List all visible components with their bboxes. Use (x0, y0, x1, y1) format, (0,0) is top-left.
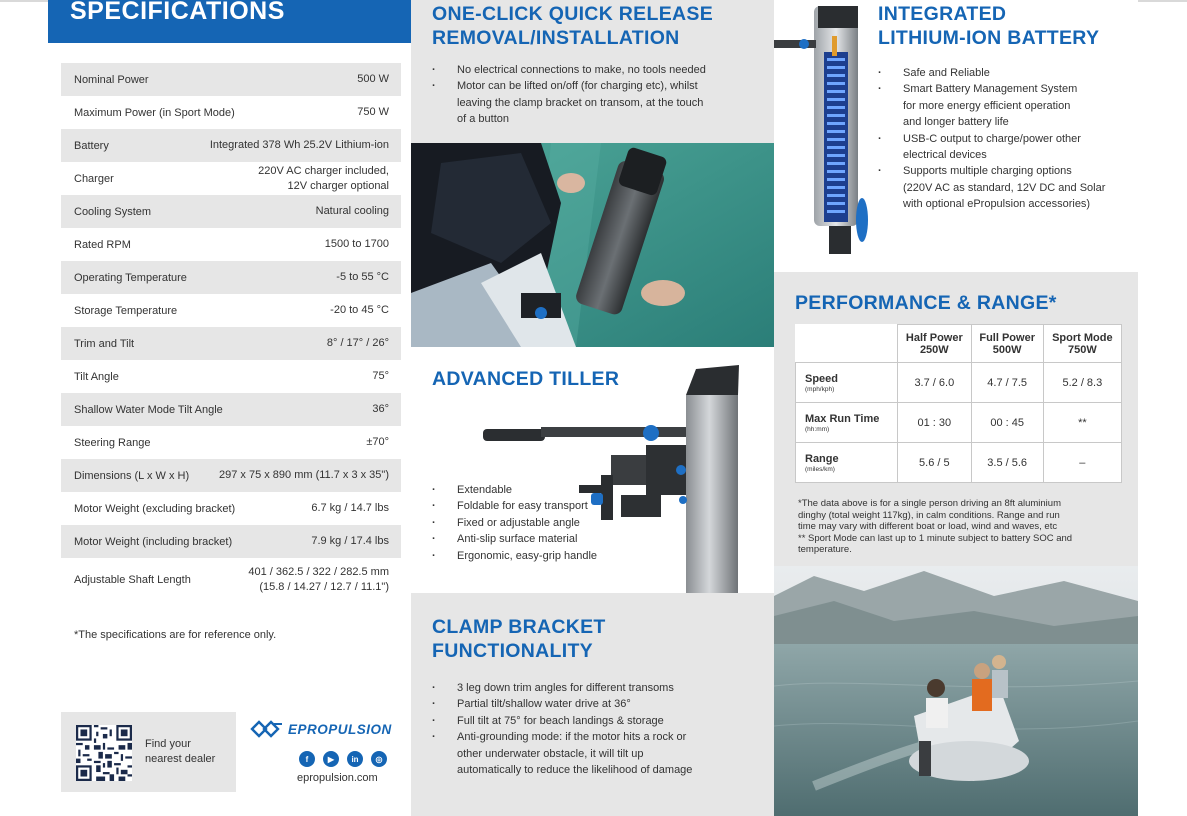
list-item: · No electrical connections to make, no tools needed (432, 62, 706, 78)
list-item: · Smart Battery Management System for more energy efficient operation and longer battery life (878, 81, 1105, 130)
advanced-tiller-panel (411, 347, 774, 593)
column-header: Half Power 250W (898, 325, 972, 363)
performance-panel (774, 272, 1138, 566)
specifications-header (48, 0, 411, 43)
quick-release-panel (411, 0, 774, 143)
spec-value: 36° (372, 403, 389, 415)
specifications-table (61, 63, 401, 602)
brand-name: EPROPULSION (288, 722, 392, 737)
spec-row (61, 426, 401, 459)
list-item: · Motor can be lifted on/off (for charging etc), whilst leaving the clamp bracket on transom, at the touch of a button (432, 78, 706, 127)
spec-row (61, 558, 401, 602)
spec-row (61, 162, 401, 195)
linkedin-icon[interactable]: in (347, 751, 363, 767)
list-item: · USB-C output to charge/power other electrical devices (878, 131, 1105, 164)
spec-value: 75° (372, 370, 389, 382)
specifications-title: SPECIFICATIONS (70, 0, 285, 25)
spec-label: Battery (74, 139, 109, 152)
spec-value: 7.9 kg / 17.4 lbs (311, 535, 389, 547)
spec-row (61, 228, 401, 261)
list-item: · Fixed or adjustable angle (432, 515, 597, 531)
spec-label: Rated RPM (74, 238, 131, 251)
table-cell: – (1043, 443, 1121, 483)
advanced-tiller-title: ADVANCED TILLER (432, 368, 620, 390)
list-item: · Foldable for easy transport (432, 498, 597, 514)
spec-row (61, 393, 401, 426)
youtube-icon[interactable]: ▶ (323, 751, 339, 767)
dealer-label: Find your nearest dealer (145, 738, 216, 765)
table-cell: 5.6 / 5 (898, 443, 972, 483)
spec-label: Tilt Angle (74, 370, 119, 383)
spec-label: Cooling System (74, 205, 152, 218)
specifications-footnote: *The specifications are for reference only. (74, 629, 277, 641)
spec-row (61, 261, 401, 294)
spec-value: 401 / 362.5 / 322 / 282.5 mm (15.8 / 14.27 / 12.7 / 11.1") (248, 566, 389, 593)
table-row (796, 443, 1122, 483)
list-item: · 3 leg down trim angles for different transoms (432, 680, 692, 696)
spec-label: Storage Temperature (74, 304, 178, 317)
performance-table (795, 324, 1122, 483)
epropulsion-logo-icon (250, 719, 284, 739)
spec-row (61, 129, 401, 162)
brand-logo (250, 718, 400, 742)
battery-list (878, 65, 1105, 213)
spec-row (61, 294, 401, 327)
quick-release-photo (411, 143, 774, 347)
spec-value: 1500 to 1700 (324, 238, 389, 250)
table-cell: ** (1043, 403, 1121, 443)
spec-label: Charger (74, 172, 114, 185)
table-cell: 3.5 / 5.6 (971, 443, 1043, 483)
clamp-bracket-panel (411, 593, 774, 816)
performance-title: PERFORMANCE & RANGE* (795, 292, 1057, 314)
clamp-bracket-title: CLAMP BRACKET FUNCTIONALITY (432, 616, 606, 662)
row-label: Max Run Time (hh:mm) (796, 403, 898, 443)
list-item: · Extendable (432, 482, 597, 498)
table-cell: 01 : 30 (898, 403, 972, 443)
quick-release-title: ONE-CLICK QUICK RELEASE REMOVAL/INSTALLATION (432, 3, 713, 49)
list-item: · Anti-grounding mode: if the motor hits a rock or other underwater obstacle, it will tilt up automatically to reduce the likelihood of damage (432, 729, 692, 778)
spec-row (61, 459, 401, 492)
spec-row (61, 360, 401, 393)
facebook-icon[interactable]: f (299, 751, 315, 767)
spec-label: Motor Weight (including bracket) (74, 535, 233, 548)
spec-label: Shallow Water Mode Tilt Angle (74, 403, 223, 416)
spec-value: Natural cooling (315, 205, 389, 217)
spec-row (61, 327, 401, 360)
spec-label: Adjustable Shaft Length (74, 574, 191, 586)
table-cell: 5.2 / 8.3 (1043, 363, 1121, 403)
spec-row (61, 525, 401, 558)
table-row (796, 403, 1122, 443)
battery-illustration (774, 0, 874, 256)
spec-value: 297 x 75 x 890 mm (11.7 x 3 x 35") (218, 469, 389, 481)
website-link[interactable]: epropulsion.com (297, 772, 378, 784)
qr-code-icon[interactable] (76, 725, 132, 781)
row-label: Speed (mph/kph) (796, 363, 898, 403)
column-header: Full Power 500W (971, 325, 1043, 363)
performance-footnote: *The data above is for a single person driving an 8ft aluminium dinghy (total weight 117kg), in calm conditions. Range and run time may vary with different boat or load, wind and waves, etc ** Sport Mode can last up to 1 minute subject to battery SOC and temperature. (798, 498, 1073, 555)
spec-row (61, 96, 401, 129)
social-links (299, 751, 387, 767)
spec-value: 6.7 kg / 14.7 lbs (311, 502, 389, 514)
table-corner (796, 325, 898, 363)
list-item: · Partial tilt/shallow water drive at 36° (432, 696, 692, 712)
spec-value: Integrated 378 Wh 25.2V Lithium-ion (209, 139, 389, 151)
spec-value: 500 W (357, 73, 389, 85)
row-label: Range (miles/km) (796, 443, 898, 483)
spec-label: Nominal Power (74, 73, 149, 86)
spec-row (61, 63, 401, 96)
table-header-row (796, 325, 1122, 363)
spec-label: Operating Temperature (74, 271, 187, 284)
spec-value: ±70° (366, 436, 389, 448)
list-item: · Safe and Reliable (878, 65, 1105, 81)
table-row (796, 363, 1122, 403)
list-item: · Ergonomic, easy-grip handle (432, 548, 597, 564)
dealer-finder[interactable] (61, 712, 236, 792)
spec-value: 8° / 17° / 26° (326, 337, 389, 349)
table-cell: 4.7 / 7.5 (971, 363, 1043, 403)
battery-title: INTEGRATED LITHIUM-ION BATTERY (878, 3, 1100, 49)
spec-value: -5 to 55 °C (336, 271, 389, 283)
spec-label: Steering Range (74, 436, 151, 449)
spec-label: Maximum Power (in Sport Mode) (74, 106, 235, 119)
list-item: · Anti-slip surface material (432, 531, 597, 547)
list-item: · Full tilt at 75° for beach landings & storage (432, 713, 692, 729)
quick-release-list (432, 62, 706, 128)
column-header: Sport Mode 750W (1043, 325, 1121, 363)
advanced-tiller-list (432, 482, 597, 564)
spec-label: Motor Weight (excluding bracket) (74, 502, 236, 515)
spec-value: -20 to 45 °C (330, 304, 389, 316)
clamp-bracket-list (432, 680, 692, 778)
spec-label: Trim and Tilt (74, 337, 135, 350)
table-cell: 3.7 / 6.0 (898, 363, 972, 403)
instagram-icon[interactable]: ◎ (371, 751, 387, 767)
spec-value: 220V AC charger included, 12V charger optional (258, 164, 389, 192)
battery-panel (774, 0, 1138, 272)
spec-row (61, 195, 401, 228)
dinghy-photo (774, 566, 1138, 816)
table-cell: 00 : 45 (971, 403, 1043, 443)
list-item: · Supports multiple charging options (220V AC as standard, 12V DC and Solar with optional ePropulsion accessories) (878, 163, 1105, 212)
spec-label: Dimensions (L x W x H) (74, 469, 190, 482)
spec-value: 750 W (357, 106, 389, 118)
spec-row (61, 492, 401, 525)
